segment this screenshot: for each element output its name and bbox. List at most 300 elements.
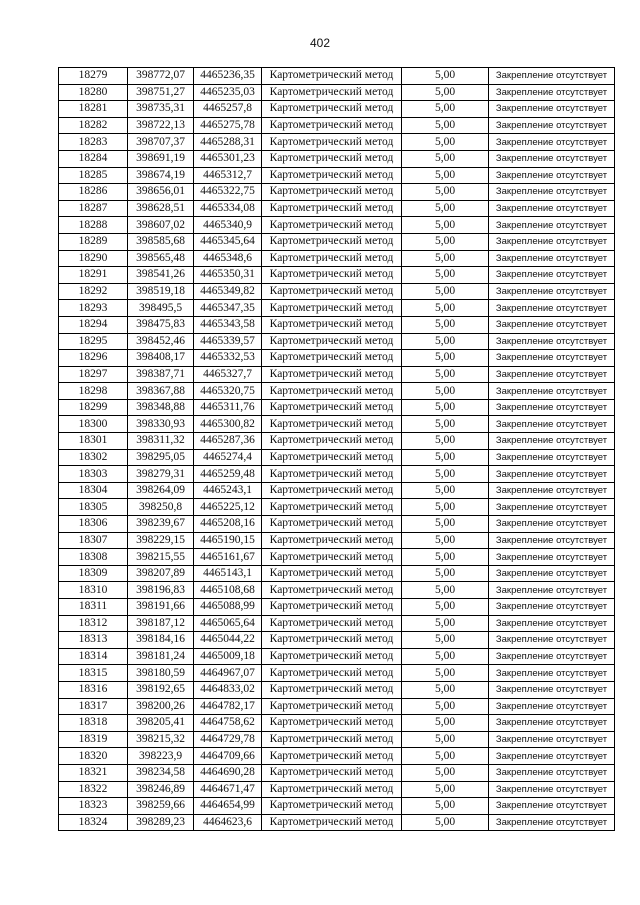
x-coordinate-cell: 398207,89 bbox=[128, 565, 194, 582]
fixation-cell: Закрепление отсутствует bbox=[489, 748, 615, 765]
x-coordinate-cell: 398223,9 bbox=[128, 748, 194, 765]
table-row bbox=[59, 549, 615, 566]
point-number-cell: 18294 bbox=[59, 316, 128, 333]
fixation-cell: Закрепление отсутствует bbox=[489, 516, 615, 533]
table-row bbox=[59, 698, 615, 715]
method-cell: Картометрический метод bbox=[262, 615, 402, 632]
y-coordinate-cell: 4464709,66 bbox=[194, 748, 262, 765]
fixation-cell: Закрепление отсутствует bbox=[489, 466, 615, 483]
table-row bbox=[59, 68, 615, 85]
y-coordinate-cell: 4465009,18 bbox=[194, 648, 262, 665]
y-coordinate-cell: 4465225,12 bbox=[194, 499, 262, 516]
table-row bbox=[59, 681, 615, 698]
table-row bbox=[59, 333, 615, 350]
fixation-cell: Закрепление отсутствует bbox=[489, 250, 615, 267]
method-cell: Картометрический метод bbox=[262, 167, 402, 184]
table-row bbox=[59, 134, 615, 151]
method-cell: Картометрический метод bbox=[262, 731, 402, 748]
table-row bbox=[59, 399, 615, 416]
method-cell: Картометрический метод bbox=[262, 399, 402, 416]
table-row bbox=[59, 267, 615, 284]
accuracy-cell: 5,00 bbox=[402, 267, 489, 284]
accuracy-cell: 5,00 bbox=[402, 217, 489, 234]
accuracy-cell: 5,00 bbox=[402, 466, 489, 483]
y-coordinate-cell: 4464967,07 bbox=[194, 665, 262, 682]
point-number-cell: 18315 bbox=[59, 665, 128, 682]
y-coordinate-cell: 4465235,03 bbox=[194, 84, 262, 101]
table-row bbox=[59, 366, 615, 383]
x-coordinate-cell: 398707,37 bbox=[128, 134, 194, 151]
y-coordinate-cell: 4464729,78 bbox=[194, 731, 262, 748]
accuracy-cell: 5,00 bbox=[402, 482, 489, 499]
point-number-cell: 18292 bbox=[59, 283, 128, 300]
table-row bbox=[59, 350, 615, 367]
x-coordinate-cell: 398311,32 bbox=[128, 433, 194, 450]
y-coordinate-cell: 4465332,53 bbox=[194, 350, 262, 367]
x-coordinate-cell: 398452,46 bbox=[128, 333, 194, 350]
x-coordinate-cell: 398180,59 bbox=[128, 665, 194, 682]
fixation-cell: Закрепление отсутствует bbox=[489, 350, 615, 367]
method-cell: Картометрический метод bbox=[262, 715, 402, 732]
fixation-cell: Закрепление отсутствует bbox=[489, 565, 615, 582]
y-coordinate-cell: 4464671,47 bbox=[194, 781, 262, 798]
point-number-cell: 18283 bbox=[59, 134, 128, 151]
x-coordinate-cell: 398495,5 bbox=[128, 300, 194, 317]
table-row bbox=[59, 184, 615, 201]
fixation-cell: Закрепление отсутствует bbox=[489, 681, 615, 698]
y-coordinate-cell: 4465349,82 bbox=[194, 283, 262, 300]
point-number-cell: 18323 bbox=[59, 798, 128, 815]
table-row bbox=[59, 814, 615, 831]
accuracy-cell: 5,00 bbox=[402, 814, 489, 831]
fixation-cell: Закрепление отсутствует bbox=[489, 316, 615, 333]
point-number-cell: 18281 bbox=[59, 101, 128, 118]
point-number-cell: 18295 bbox=[59, 333, 128, 350]
method-cell: Картометрический метод bbox=[262, 499, 402, 516]
point-number-cell: 18279 bbox=[59, 68, 128, 85]
point-number-cell: 18299 bbox=[59, 399, 128, 416]
accuracy-cell: 5,00 bbox=[402, 68, 489, 85]
table-row bbox=[59, 715, 615, 732]
x-coordinate-cell: 398234,58 bbox=[128, 764, 194, 781]
y-coordinate-cell: 4465334,08 bbox=[194, 200, 262, 217]
y-coordinate-cell: 4465322,75 bbox=[194, 184, 262, 201]
x-coordinate-cell: 398191,66 bbox=[128, 599, 194, 616]
table-row bbox=[59, 665, 615, 682]
y-coordinate-cell: 4465340,9 bbox=[194, 217, 262, 234]
point-number-cell: 18298 bbox=[59, 383, 128, 400]
table-body bbox=[59, 68, 615, 831]
table-row bbox=[59, 316, 615, 333]
accuracy-cell: 5,00 bbox=[402, 350, 489, 367]
method-cell: Картометрический метод bbox=[262, 84, 402, 101]
table-row bbox=[59, 499, 615, 516]
point-number-cell: 18316 bbox=[59, 681, 128, 698]
fixation-cell: Закрепление отсутствует bbox=[489, 416, 615, 433]
method-cell: Картометрический метод bbox=[262, 283, 402, 300]
fixation-cell: Закрепление отсутствует bbox=[489, 764, 615, 781]
table-row bbox=[59, 565, 615, 582]
fixation-cell: Закрепление отсутствует bbox=[489, 167, 615, 184]
x-coordinate-cell: 398628,51 bbox=[128, 200, 194, 217]
y-coordinate-cell: 4465301,23 bbox=[194, 150, 262, 167]
accuracy-cell: 5,00 bbox=[402, 184, 489, 201]
accuracy-cell: 5,00 bbox=[402, 416, 489, 433]
point-number-cell: 18290 bbox=[59, 250, 128, 267]
point-number-cell: 18311 bbox=[59, 599, 128, 616]
y-coordinate-cell: 4465343,58 bbox=[194, 316, 262, 333]
point-number-cell: 18297 bbox=[59, 366, 128, 383]
method-cell: Картометрический метод bbox=[262, 532, 402, 549]
fixation-cell: Закрепление отсутствует bbox=[489, 482, 615, 499]
method-cell: Картометрический метод bbox=[262, 599, 402, 616]
x-coordinate-cell: 398330,93 bbox=[128, 416, 194, 433]
accuracy-cell: 5,00 bbox=[402, 150, 489, 167]
y-coordinate-cell: 4465143,1 bbox=[194, 565, 262, 582]
method-cell: Картометрический метод bbox=[262, 68, 402, 85]
fixation-cell: Закрепление отсутствует bbox=[489, 366, 615, 383]
y-coordinate-cell: 4464623,6 bbox=[194, 814, 262, 831]
accuracy-cell: 5,00 bbox=[402, 84, 489, 101]
x-coordinate-cell: 398367,88 bbox=[128, 383, 194, 400]
method-cell: Картометрический метод bbox=[262, 350, 402, 367]
point-number-cell: 18321 bbox=[59, 764, 128, 781]
fixation-cell: Закрепление отсутствует bbox=[489, 117, 615, 134]
table-row bbox=[59, 433, 615, 450]
y-coordinate-cell: 4465065,64 bbox=[194, 615, 262, 632]
x-coordinate-cell: 398184,16 bbox=[128, 632, 194, 649]
method-cell: Картометрический метод bbox=[262, 333, 402, 350]
accuracy-cell: 5,00 bbox=[402, 698, 489, 715]
fixation-cell: Закрепление отсутствует bbox=[489, 433, 615, 450]
accuracy-cell: 5,00 bbox=[402, 117, 489, 134]
fixation-cell: Закрепление отсутствует bbox=[489, 399, 615, 416]
accuracy-cell: 5,00 bbox=[402, 399, 489, 416]
method-cell: Картометрический метод bbox=[262, 665, 402, 682]
table-row bbox=[59, 300, 615, 317]
accuracy-cell: 5,00 bbox=[402, 283, 489, 300]
accuracy-cell: 5,00 bbox=[402, 134, 489, 151]
method-cell: Картометрический метод bbox=[262, 366, 402, 383]
y-coordinate-cell: 4464833,02 bbox=[194, 681, 262, 698]
table-row bbox=[59, 532, 615, 549]
y-coordinate-cell: 4464782,17 bbox=[194, 698, 262, 715]
accuracy-cell: 5,00 bbox=[402, 615, 489, 632]
fixation-cell: Закрепление отсутствует bbox=[489, 333, 615, 350]
accuracy-cell: 5,00 bbox=[402, 449, 489, 466]
x-coordinate-cell: 398656,01 bbox=[128, 184, 194, 201]
fixation-cell: Закрепление отсутствует bbox=[489, 798, 615, 815]
method-cell: Картометрический метод bbox=[262, 449, 402, 466]
method-cell: Картометрический метод bbox=[262, 632, 402, 649]
method-cell: Картометрический метод bbox=[262, 565, 402, 582]
x-coordinate-cell: 398264,09 bbox=[128, 482, 194, 499]
accuracy-cell: 5,00 bbox=[402, 599, 489, 616]
table-row bbox=[59, 233, 615, 250]
fixation-cell: Закрепление отсутствует bbox=[489, 648, 615, 665]
method-cell: Картометрический метод bbox=[262, 748, 402, 765]
x-coordinate-cell: 398200,26 bbox=[128, 698, 194, 715]
y-coordinate-cell: 4465236,35 bbox=[194, 68, 262, 85]
fixation-cell: Закрепление отсутствует bbox=[489, 814, 615, 831]
accuracy-cell: 5,00 bbox=[402, 532, 489, 549]
table-row bbox=[59, 449, 615, 466]
y-coordinate-cell: 4465348,6 bbox=[194, 250, 262, 267]
x-coordinate-cell: 398192,65 bbox=[128, 681, 194, 698]
point-number-cell: 18289 bbox=[59, 233, 128, 250]
method-cell: Картометрический метод bbox=[262, 117, 402, 134]
point-number-cell: 18324 bbox=[59, 814, 128, 831]
table-row bbox=[59, 416, 615, 433]
accuracy-cell: 5,00 bbox=[402, 648, 489, 665]
fixation-cell: Закрепление отсутствует bbox=[489, 150, 615, 167]
method-cell: Картометрический метод bbox=[262, 416, 402, 433]
point-number-cell: 18302 bbox=[59, 449, 128, 466]
x-coordinate-cell: 398519,18 bbox=[128, 283, 194, 300]
table-row bbox=[59, 383, 615, 400]
table-row bbox=[59, 648, 615, 665]
accuracy-cell: 5,00 bbox=[402, 632, 489, 649]
method-cell: Картометрический метод bbox=[262, 184, 402, 201]
accuracy-cell: 5,00 bbox=[402, 366, 489, 383]
method-cell: Картометрический метод bbox=[262, 217, 402, 234]
fixation-cell: Закрепление отсутствует bbox=[489, 101, 615, 118]
y-coordinate-cell: 4465108,68 bbox=[194, 582, 262, 599]
method-cell: Картометрический метод bbox=[262, 233, 402, 250]
accuracy-cell: 5,00 bbox=[402, 549, 489, 566]
point-number-cell: 18301 bbox=[59, 433, 128, 450]
y-coordinate-cell: 4465300,82 bbox=[194, 416, 262, 433]
table-row bbox=[59, 798, 615, 815]
point-number-cell: 18322 bbox=[59, 781, 128, 798]
fixation-cell: Закрепление отсутствует bbox=[489, 781, 615, 798]
x-coordinate-cell: 398607,02 bbox=[128, 217, 194, 234]
table-row bbox=[59, 764, 615, 781]
accuracy-cell: 5,00 bbox=[402, 167, 489, 184]
accuracy-cell: 5,00 bbox=[402, 333, 489, 350]
y-coordinate-cell: 4465161,67 bbox=[194, 549, 262, 566]
accuracy-cell: 5,00 bbox=[402, 250, 489, 267]
y-coordinate-cell: 4465243,1 bbox=[194, 482, 262, 499]
y-coordinate-cell: 4464758,62 bbox=[194, 715, 262, 732]
point-number-cell: 18314 bbox=[59, 648, 128, 665]
accuracy-cell: 5,00 bbox=[402, 781, 489, 798]
x-coordinate-cell: 398196,83 bbox=[128, 582, 194, 599]
fixation-cell: Закрепление отсутствует bbox=[489, 599, 615, 616]
table-row bbox=[59, 200, 615, 217]
table-row bbox=[59, 150, 615, 167]
y-coordinate-cell: 4465350,31 bbox=[194, 267, 262, 284]
y-coordinate-cell: 4465347,35 bbox=[194, 300, 262, 317]
method-cell: Картометрический метод bbox=[262, 549, 402, 566]
fixation-cell: Закрепление отсутствует bbox=[489, 383, 615, 400]
point-number-cell: 18307 bbox=[59, 532, 128, 549]
point-number-cell: 18300 bbox=[59, 416, 128, 433]
accuracy-cell: 5,00 bbox=[402, 516, 489, 533]
accuracy-cell: 5,00 bbox=[402, 665, 489, 682]
fixation-cell: Закрепление отсутствует bbox=[489, 698, 615, 715]
fixation-cell: Закрепление отсутствует bbox=[489, 582, 615, 599]
x-coordinate-cell: 398691,19 bbox=[128, 150, 194, 167]
accuracy-cell: 5,00 bbox=[402, 798, 489, 815]
method-cell: Картометрический метод bbox=[262, 516, 402, 533]
x-coordinate-cell: 398751,27 bbox=[128, 84, 194, 101]
table-row bbox=[59, 117, 615, 134]
y-coordinate-cell: 4465275,78 bbox=[194, 117, 262, 134]
y-coordinate-cell: 4465287,36 bbox=[194, 433, 262, 450]
x-coordinate-cell: 398215,32 bbox=[128, 731, 194, 748]
method-cell: Картометрический метод bbox=[262, 250, 402, 267]
fixation-cell: Закрепление отсутствует bbox=[489, 184, 615, 201]
point-number-cell: 18306 bbox=[59, 516, 128, 533]
x-coordinate-cell: 398295,05 bbox=[128, 449, 194, 466]
x-coordinate-cell: 398215,55 bbox=[128, 549, 194, 566]
x-coordinate-cell: 398279,31 bbox=[128, 466, 194, 483]
table-row bbox=[59, 466, 615, 483]
accuracy-cell: 5,00 bbox=[402, 731, 489, 748]
y-coordinate-cell: 4465274,4 bbox=[194, 449, 262, 466]
table-row bbox=[59, 599, 615, 616]
table-row bbox=[59, 731, 615, 748]
y-coordinate-cell: 4465088,99 bbox=[194, 599, 262, 616]
fixation-cell: Закрепление отсутствует bbox=[489, 217, 615, 234]
fixation-cell: Закрепление отсутствует bbox=[489, 68, 615, 85]
fixation-cell: Закрепление отсутствует bbox=[489, 233, 615, 250]
table-row bbox=[59, 516, 615, 533]
fixation-cell: Закрепление отсутствует bbox=[489, 84, 615, 101]
method-cell: Картометрический метод bbox=[262, 582, 402, 599]
table-row bbox=[59, 615, 615, 632]
point-number-cell: 18285 bbox=[59, 167, 128, 184]
x-coordinate-cell: 398250,8 bbox=[128, 499, 194, 516]
point-number-cell: 18282 bbox=[59, 117, 128, 134]
y-coordinate-cell: 4465339,57 bbox=[194, 333, 262, 350]
fixation-cell: Закрепление отсутствует bbox=[489, 134, 615, 151]
method-cell: Картометрический метод bbox=[262, 781, 402, 798]
y-coordinate-cell: 4465288,31 bbox=[194, 134, 262, 151]
x-coordinate-cell: 398259,66 bbox=[128, 798, 194, 815]
fixation-cell: Закрепление отсутствует bbox=[489, 615, 615, 632]
method-cell: Картометрический метод bbox=[262, 267, 402, 284]
page-number: 402 bbox=[309, 36, 331, 50]
method-cell: Картометрический метод bbox=[262, 383, 402, 400]
y-coordinate-cell: 4464690,28 bbox=[194, 764, 262, 781]
table-row bbox=[59, 482, 615, 499]
method-cell: Картометрический метод bbox=[262, 200, 402, 217]
x-coordinate-cell: 398387,71 bbox=[128, 366, 194, 383]
table-row bbox=[59, 250, 615, 267]
coordinates-table bbox=[58, 67, 615, 831]
x-coordinate-cell: 398722,13 bbox=[128, 117, 194, 134]
point-number-cell: 18288 bbox=[59, 217, 128, 234]
fixation-cell: Закрепление отсутствует bbox=[489, 499, 615, 516]
point-number-cell: 18291 bbox=[59, 267, 128, 284]
point-number-cell: 18284 bbox=[59, 150, 128, 167]
point-number-cell: 18286 bbox=[59, 184, 128, 201]
accuracy-cell: 5,00 bbox=[402, 715, 489, 732]
table-row bbox=[59, 582, 615, 599]
method-cell: Картометрический метод bbox=[262, 101, 402, 118]
fixation-cell: Закрепление отсутствует bbox=[489, 300, 615, 317]
fixation-cell: Закрепление отсутствует bbox=[489, 200, 615, 217]
method-cell: Картометрический метод bbox=[262, 433, 402, 450]
point-number-cell: 18310 bbox=[59, 582, 128, 599]
fixation-cell: Закрепление отсутствует bbox=[489, 715, 615, 732]
y-coordinate-cell: 4465345,64 bbox=[194, 233, 262, 250]
x-coordinate-cell: 398187,12 bbox=[128, 615, 194, 632]
accuracy-cell: 5,00 bbox=[402, 200, 489, 217]
method-cell: Картометрический метод bbox=[262, 798, 402, 815]
accuracy-cell: 5,00 bbox=[402, 383, 489, 400]
method-cell: Картометрический метод bbox=[262, 648, 402, 665]
accuracy-cell: 5,00 bbox=[402, 499, 489, 516]
x-coordinate-cell: 398585,68 bbox=[128, 233, 194, 250]
y-coordinate-cell: 4464654,99 bbox=[194, 798, 262, 815]
point-number-cell: 18319 bbox=[59, 731, 128, 748]
accuracy-cell: 5,00 bbox=[402, 748, 489, 765]
fixation-cell: Закрепление отсутствует bbox=[489, 267, 615, 284]
accuracy-cell: 5,00 bbox=[402, 565, 489, 582]
x-coordinate-cell: 398229,15 bbox=[128, 532, 194, 549]
accuracy-cell: 5,00 bbox=[402, 681, 489, 698]
x-coordinate-cell: 398205,41 bbox=[128, 715, 194, 732]
table-row bbox=[59, 167, 615, 184]
method-cell: Картометрический метод bbox=[262, 681, 402, 698]
method-cell: Картометрический метод bbox=[262, 482, 402, 499]
y-coordinate-cell: 4465044,22 bbox=[194, 632, 262, 649]
fixation-cell: Закрепление отсутствует bbox=[489, 549, 615, 566]
fixation-cell: Закрепление отсутствует bbox=[489, 283, 615, 300]
x-coordinate-cell: 398239,67 bbox=[128, 516, 194, 533]
x-coordinate-cell: 398735,31 bbox=[128, 101, 194, 118]
method-cell: Картометрический метод bbox=[262, 814, 402, 831]
accuracy-cell: 5,00 bbox=[402, 582, 489, 599]
point-number-cell: 18309 bbox=[59, 565, 128, 582]
table-row bbox=[59, 84, 615, 101]
point-number-cell: 18304 bbox=[59, 482, 128, 499]
x-coordinate-cell: 398289,23 bbox=[128, 814, 194, 831]
fixation-cell: Закрепление отсутствует bbox=[489, 665, 615, 682]
accuracy-cell: 5,00 bbox=[402, 300, 489, 317]
table-row bbox=[59, 748, 615, 765]
fixation-cell: Закрепление отсутствует bbox=[489, 632, 615, 649]
x-coordinate-cell: 398565,48 bbox=[128, 250, 194, 267]
point-number-cell: 18296 bbox=[59, 350, 128, 367]
y-coordinate-cell: 4465259,48 bbox=[194, 466, 262, 483]
accuracy-cell: 5,00 bbox=[402, 433, 489, 450]
x-coordinate-cell: 398541,26 bbox=[128, 267, 194, 284]
point-number-cell: 18320 bbox=[59, 748, 128, 765]
y-coordinate-cell: 4465320,75 bbox=[194, 383, 262, 400]
point-number-cell: 18308 bbox=[59, 549, 128, 566]
y-coordinate-cell: 4465208,16 bbox=[194, 516, 262, 533]
point-number-cell: 18287 bbox=[59, 200, 128, 217]
table-row bbox=[59, 217, 615, 234]
y-coordinate-cell: 4465312,7 bbox=[194, 167, 262, 184]
point-number-cell: 18293 bbox=[59, 300, 128, 317]
method-cell: Картометрический метод bbox=[262, 300, 402, 317]
method-cell: Картометрический метод bbox=[262, 698, 402, 715]
point-number-cell: 18313 bbox=[59, 632, 128, 649]
accuracy-cell: 5,00 bbox=[402, 233, 489, 250]
point-number-cell: 18303 bbox=[59, 466, 128, 483]
fixation-cell: Закрепление отсутствует bbox=[489, 449, 615, 466]
table-row bbox=[59, 283, 615, 300]
x-coordinate-cell: 398408,17 bbox=[128, 350, 194, 367]
x-coordinate-cell: 398475,83 bbox=[128, 316, 194, 333]
accuracy-cell: 5,00 bbox=[402, 101, 489, 118]
method-cell: Картометрический метод bbox=[262, 764, 402, 781]
